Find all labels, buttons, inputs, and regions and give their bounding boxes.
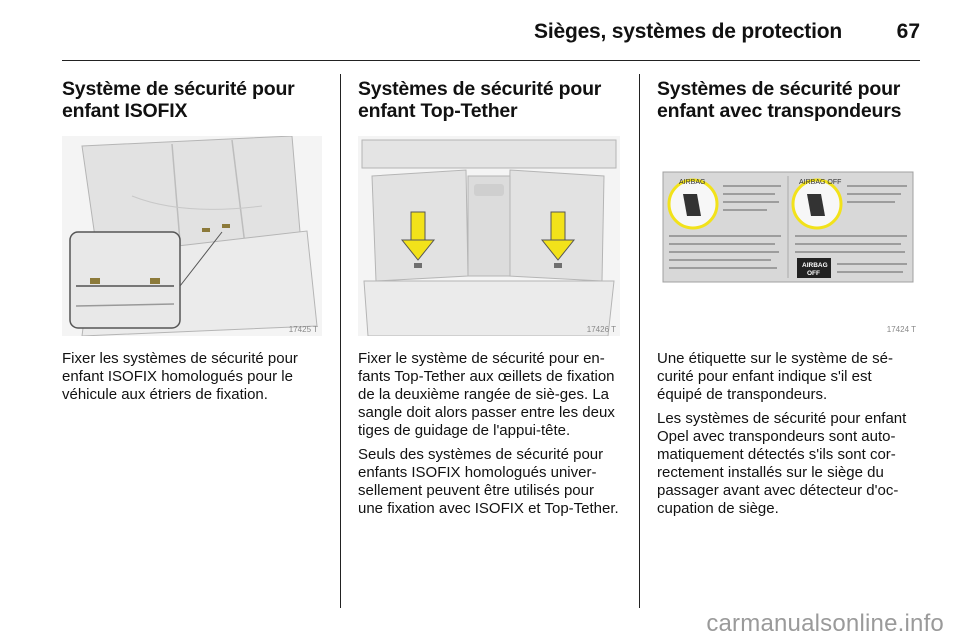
heading-line: enfant ISOFIX: [62, 100, 188, 122]
heading-line: enfant avec transpondeurs: [657, 100, 902, 122]
column-isofix: [62, 78, 322, 410]
heading-line: enfant Top-Tether: [358, 100, 518, 122]
column-transponders: [657, 78, 920, 524]
figure-id: 17426 T: [586, 325, 616, 334]
heading-line: Systèmes de sécurité pour: [358, 78, 602, 100]
heading-top-tether: [358, 78, 620, 122]
page-header: [62, 14, 920, 54]
badge-line1: AIRBAG: [802, 262, 828, 269]
heading-isofix: [62, 78, 322, 122]
column-top-tether: [358, 78, 620, 524]
paragraph: Fixer le système de sécurité pour en-fants Top-Tether aux œillets de fixation de la deuxième rangée de siè-ges. La sangle doit alors passer entre les deux tiges de guidage de l'appui-tête.: [358, 350, 615, 439]
paragraph: Fixer les systèmes de sécurité pour enfant ISOFIX homologués pour le véhicule aux étriers de fixation.: [62, 350, 298, 403]
heading-line: Système de sécurité pour: [62, 78, 295, 100]
section-title: Sièges, systèmes de protection: [534, 20, 842, 43]
airbag-right-label: AIRBAG OFF: [799, 179, 842, 186]
heading-transponders: [657, 78, 920, 122]
figure-top-tether: [358, 136, 620, 336]
column-divider: [639, 74, 640, 608]
figure-transponder-label: [657, 136, 920, 336]
header-rule: [62, 60, 920, 61]
paragraph: Les systèmes de sécurité pour enfant Opel avec transpondeurs sont auto-matiquement détectés s'ils sont cor-rectement installés sur le siège du passager avant avec détecteur d'oc-cupation de siège.: [657, 410, 907, 517]
transponder-label-illustration: [657, 136, 920, 336]
figure-id: 17425 T: [288, 325, 318, 334]
isofix-seat-illustration: [62, 136, 322, 336]
figure-id: 17424 T: [886, 325, 916, 334]
column-divider: [340, 74, 341, 608]
paragraph: Une étiquette sur le système de sé-curité pour enfant indique s'il est équipé de transpondeurs.: [657, 350, 893, 403]
page-number: 67: [896, 20, 920, 43]
watermark: carmanualsonline.info: [706, 610, 944, 637]
airbag-left-label: AIRBAG: [679, 179, 706, 186]
heading-line: Systèmes de sécurité pour: [657, 78, 901, 100]
badge-line2: OFF: [807, 270, 820, 277]
paragraph: Seuls des systèmes de sécurité pour enfants ISOFIX homologués univer-sellement peuvent être utilisés pour une fixation avec ISOFIX et Top-Tether.: [358, 446, 619, 517]
figure-isofix-seat: [62, 136, 322, 336]
top-tether-illustration: [358, 136, 620, 336]
